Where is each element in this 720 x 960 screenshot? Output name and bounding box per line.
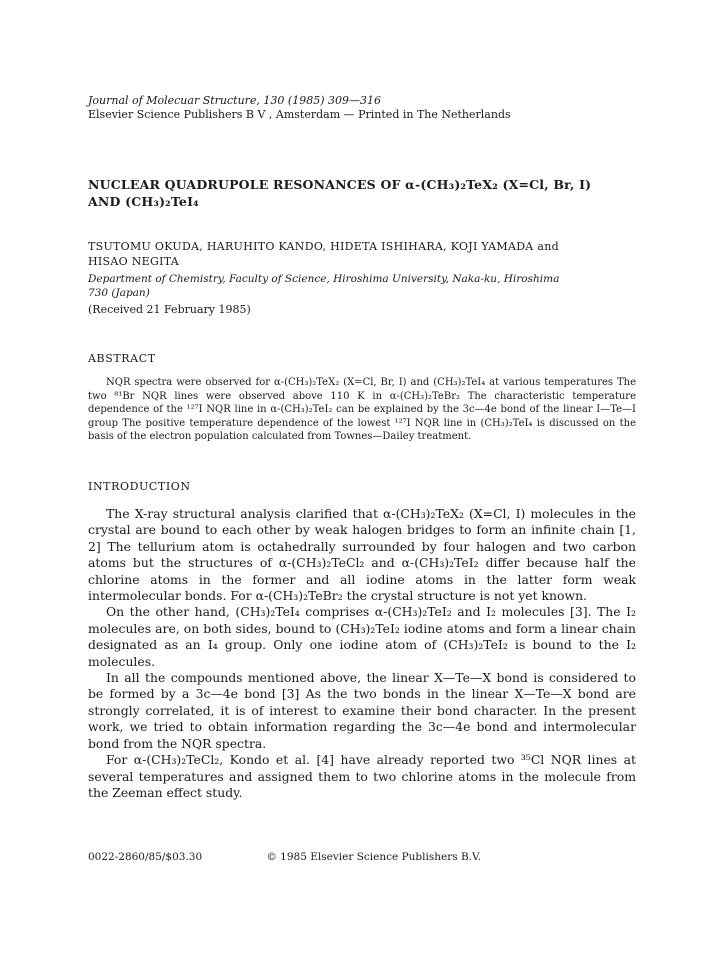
intro-paragraph: The X-ray structural analysis clarified that α-(CH₃)₂TeX₂ (X=Cl, I) molecules in the crystal are bound to each other by weak halogen bridges to form an infinite chain [1, 2] The tellurium atom is octahedrally surrounded by four halogen and two carbon atoms but the structures of α-(CH₃)₂TeCl₂ and α-(CH₃)₂TeI₂ differ because half the chlorine atoms in the former and all iodine atoms in the latter form weak intermolecular bonds. For α-(CH₃)₂TeBr₂ the crystal structure is not yet known. — [88, 506, 636, 604]
abstract-heading: ABSTRACT — [88, 352, 156, 365]
publisher-line: Elsevier Science Publishers B V , Amsterdam — Printed in The Netherlands — [88, 108, 511, 121]
journal-header — [88, 94, 648, 122]
author-list — [88, 239, 648, 269]
affiliation-line-1: Department of Chemistry, Faculty of Science, Hiroshima University, Naka-ku, Hiroshima — [88, 273, 560, 285]
affiliation-line-2: 730 (Japan) — [88, 287, 150, 299]
intro-paragraph: For α-(CH₃)₂TeCl₂, Kondo et al. [4] have already reported two ³⁵Cl NQR lines at several temperatures and assigned them to two chlorine atoms in the molecule from the Zeeman effect study. — [88, 752, 636, 800]
authors-line-2: HISAO NEGITA — [88, 255, 179, 268]
authors-line-1: TSUTOMU OKUDA, HARUHITO KANDO, HIDETA ISHIHARA, KOJI YAMADA and — [88, 240, 559, 253]
copyright-notice: © 1985 Elsevier Science Publishers B.V. — [266, 851, 482, 863]
title-line-1: NUCLEAR QUADRUPOLE RESONANCES OF α-(CH₃)₂TeX₂ (X=Cl, Br, I) — [88, 177, 592, 192]
journal-citation: Journal of Molecuar Structure, 130 (1985) 309—316 — [88, 94, 381, 107]
title-line-2: AND (CH₃)₂TeI₄ — [88, 194, 199, 209]
introduction-heading: INTRODUCTION — [88, 480, 191, 493]
page-footer — [88, 851, 648, 863]
intro-paragraph: On the other hand, (CH₃)₂TeI₄ comprises α-(CH₃)₂TeI₂ and I₂ molecules [3]. The I₂ molecules are, on both sides, bound to (CH₃)₂TeI₂ iodine atoms and form a linear chain designated as an I₄ group. Only one iodine atom of (CH₃)₂TeI₂ is bound to the I₂ molecules. — [88, 604, 636, 669]
received-date: (Received 21 February 1985) — [88, 303, 251, 316]
intro-paragraph: In all the compounds mentioned above, the linear X—Te—X bond is considered to be formed by a 3c—4e bond [3] As the two bonds in the linear X—Te—X bond are strongly correlated, it is of interest to examine their bond character. In the present work, we tried to obtain information regarding the 3c—4e bond and intermolecular bond from the NQR spectra. — [88, 670, 636, 751]
abstract-text: NQR spectra were observed for α-(CH₃)₂TeX₂ (X=Cl, Br, I) and (CH₃)₂TeI₄ at various temperatures The two ⁸¹Br NQR lines were observed above 110 K in α-(CH₃)₂TeBr₂ The characteristic temperature dependence of the ¹²⁷I NQR line in α-(CH₃)₂TeI₂ can be explained by the 3c—4e bond of the linear I—Te—I group The positive temperature dependence of the lowest ¹²⁷I NQR line in (CH₃)₂TeI₄ is discussed on the basis of the electron population calculated from Townes—Dailey treatment. — [88, 377, 636, 442]
affiliation — [88, 272, 648, 300]
article-code: 0022-2860/85/$03.30 — [88, 851, 203, 863]
introduction-body — [88, 506, 636, 801]
paper-title — [88, 176, 648, 210]
abstract-body — [88, 376, 636, 444]
